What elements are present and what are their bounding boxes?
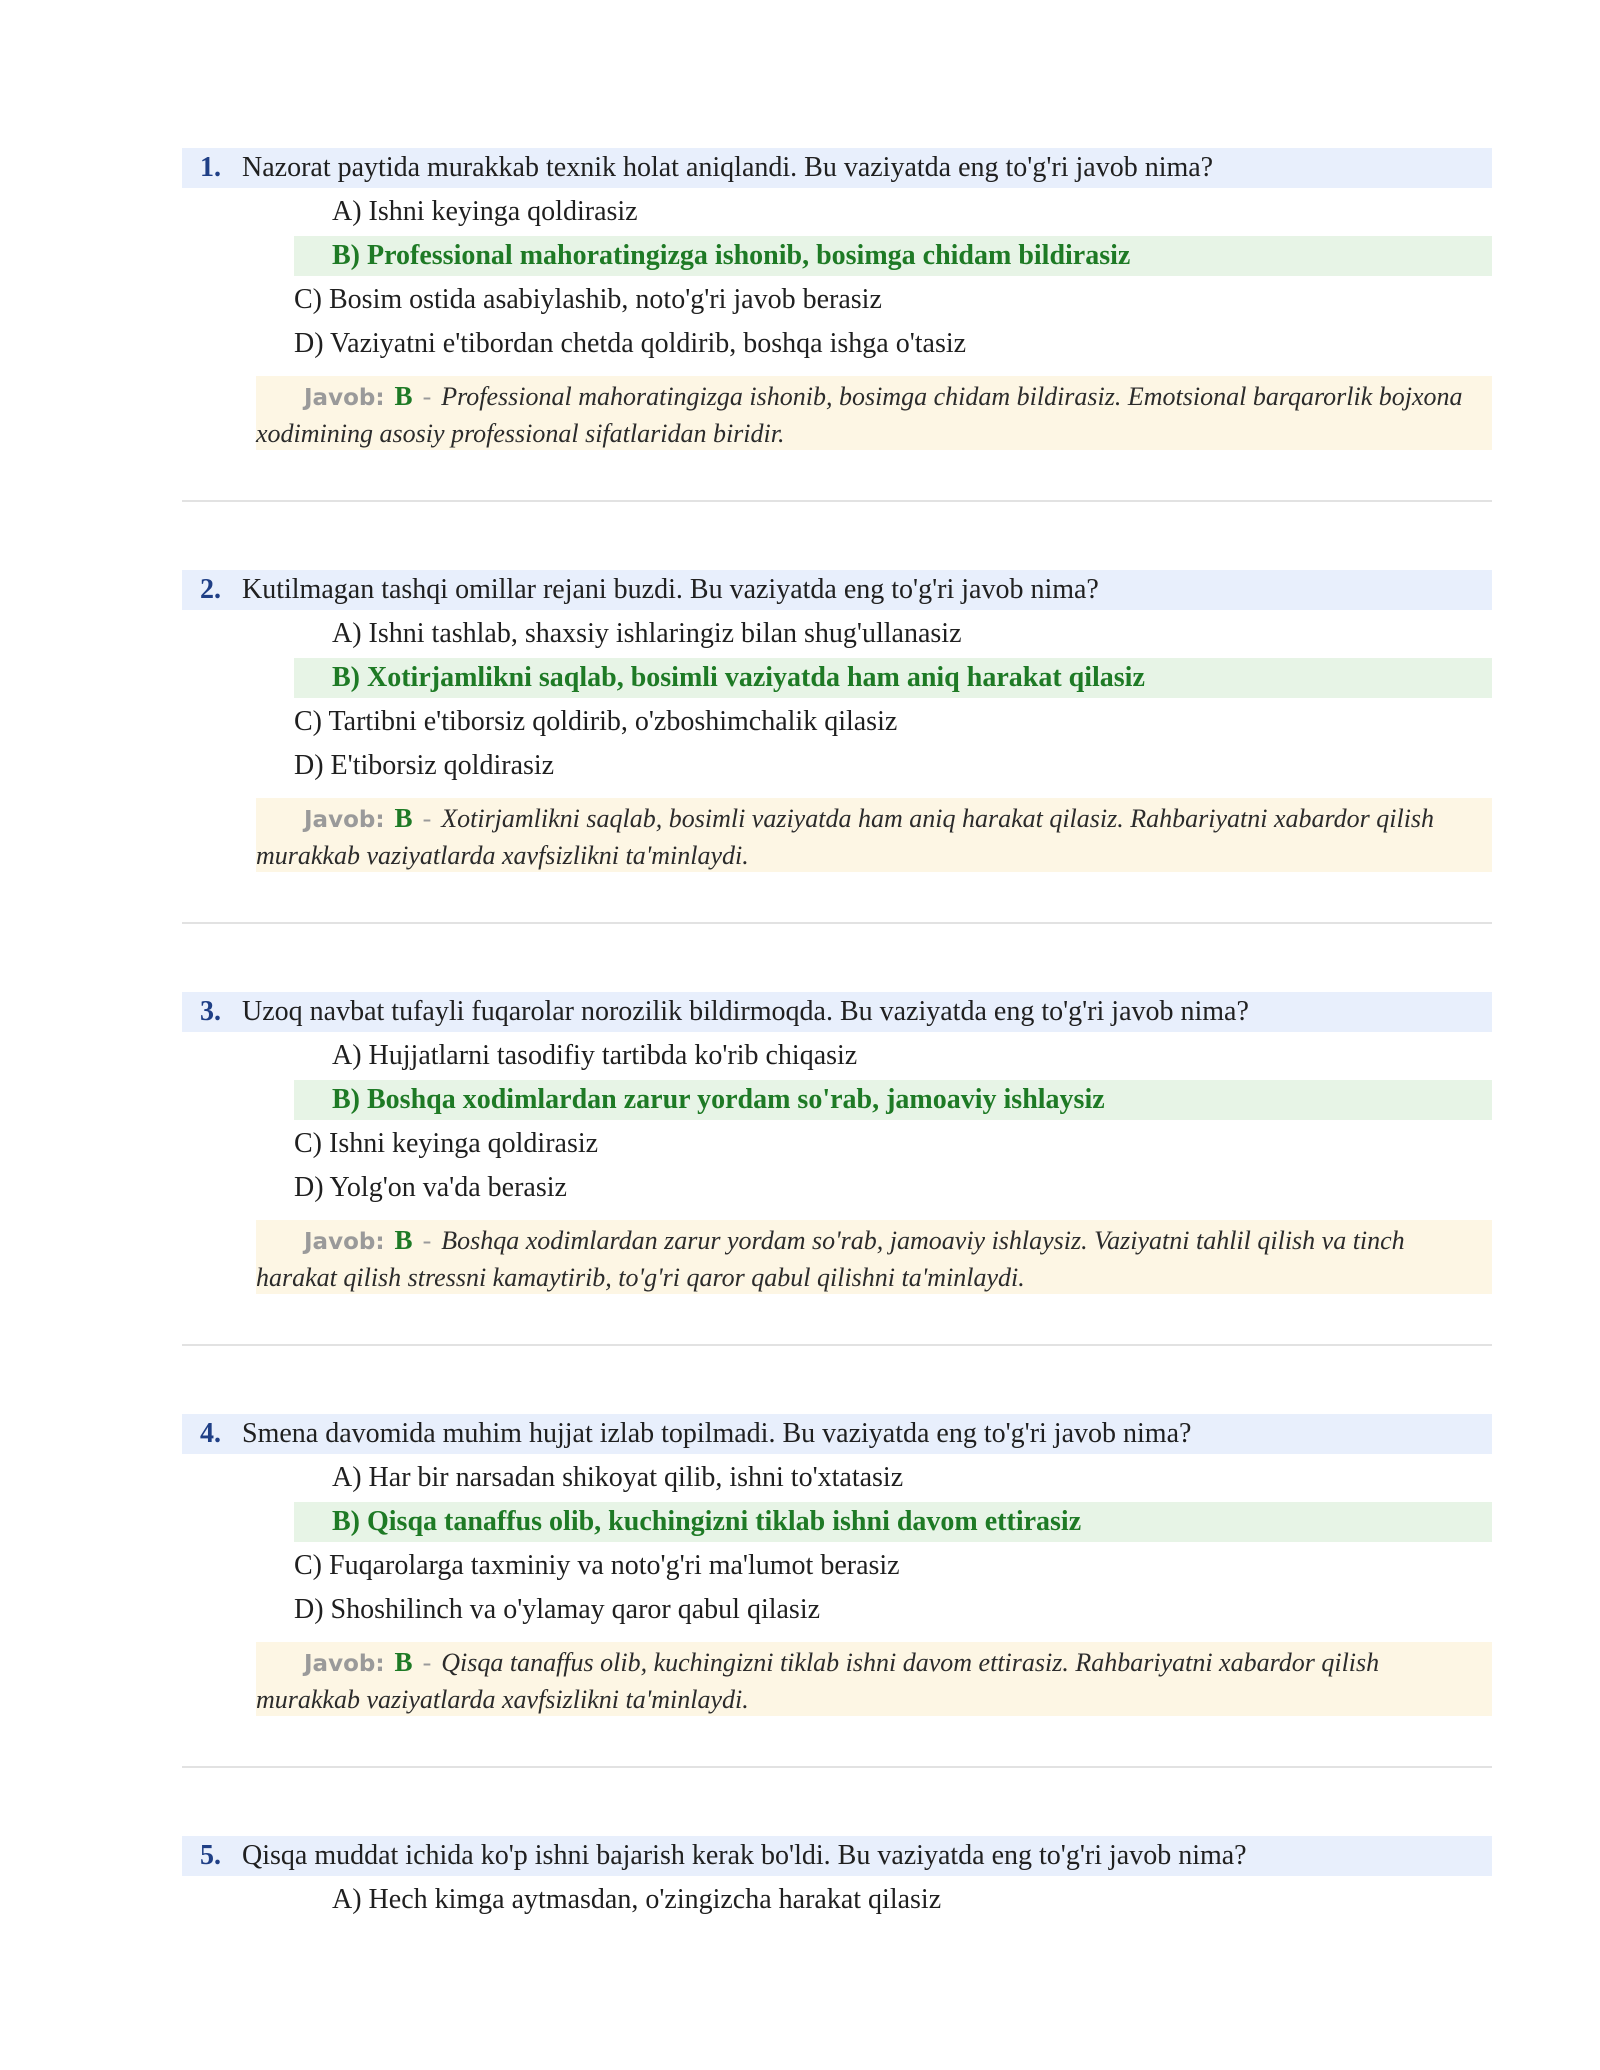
answer-dash: -	[422, 382, 432, 411]
question-number: 1.	[200, 152, 221, 183]
option-d: D) Yolg'on va'da berasiz	[294, 1172, 567, 1203]
option-c: C) Bosim ostida asabiylashib, noto'g'ri javob berasiz	[294, 284, 882, 315]
question-text: Kutilmagan tashqi omillar rejani buzdi. Bu vaziyatda eng to'g'ri javob nima?	[242, 574, 1099, 605]
answer-dash: -	[422, 804, 432, 833]
question-block	[182, 148, 1492, 522]
option-c: C) Fuqarolarga taxminiy va noto'g'ri ma'lumot berasiz	[294, 1550, 900, 1581]
option-c: C) Ishni keyinga qoldirasiz	[294, 1128, 599, 1159]
answer-explanation	[256, 376, 1492, 450]
question-header	[182, 992, 1492, 1032]
divider	[182, 500, 1492, 502]
answer-letter: B	[394, 1647, 413, 1677]
option-d: D) Vaziyatni e'tibordan chetda qoldirib, boshqa ishga o'tasiz	[294, 328, 967, 359]
answer-dash: -	[422, 1226, 432, 1255]
question-header	[182, 1836, 1492, 1876]
question-block	[182, 570, 1492, 944]
option-a: A) Har bir narsadan shikoyat qilib, ishni to'xtatasiz	[332, 1462, 904, 1493]
answer-label: Javob:	[304, 807, 385, 833]
answer-letter: B	[394, 803, 413, 833]
question-text: Qisqa muddat ichida ko'p ishni bajarish kerak bo'ldi. Bu vaziyatda eng to'g'ri javob nima?	[242, 1840, 1247, 1871]
question-text: Uzoq navbat tufayli fuqarolar norozilik bildirmoqda. Bu vaziyatda eng to'g'ri javob nima?	[242, 996, 1249, 1027]
option-a: A) Ishni tashlab, shaxsiy ishlaringiz bilan shug'ullanasiz	[332, 618, 962, 649]
option-a: A) Hech kimga aytmasdan, o'zingizcha harakat qilasiz	[332, 1884, 942, 1915]
question-number: 5.	[200, 1840, 221, 1871]
answer-label: Javob:	[304, 1651, 385, 1677]
option-d: D) E'tiborsiz qoldirasiz	[294, 750, 555, 781]
answer-letter: B	[394, 381, 413, 411]
question-header	[182, 148, 1492, 188]
question-text: Nazorat paytida murakkab texnik holat aniqlandi. Bu vaziyatda eng to'g'ri javob nima?	[242, 152, 1214, 183]
option-a: A) Hujjatlarni tasodifiy tartibda ko'rib chiqasiz	[332, 1040, 858, 1071]
answer-text: Professional mahoratingizga ishonib, bosimga chidam bildirasiz. Emotsional barqarorlik bojxona xodimining asosiy professional sifatlaridan biridir.	[256, 382, 1463, 448]
option-a: A) Ishni keyinga qoldirasiz	[332, 196, 638, 227]
option-b-correct: B) Qisqa tanaffus olib, kuchingizni tiklab ishni davom ettirasiz	[294, 1502, 1492, 1542]
answer-text: Boshqa xodimlardan zarur yordam so'rab, jamoaviy ishlaysiz. Vaziyatni tahlil qilish va tinch harakat qilish stressni kamaytirib, to'g'ri qaror qabul qilishni ta'minlaydi.	[256, 1226, 1405, 1292]
divider	[182, 922, 1492, 924]
question-header	[182, 1414, 1492, 1454]
option-b-correct: B) Professional mahoratingizga ishonib, bosimga chidam bildirasiz	[294, 236, 1492, 276]
answer-explanation	[256, 1642, 1492, 1716]
answer-explanation	[256, 1220, 1492, 1294]
answer-explanation	[256, 798, 1492, 872]
option-c: C) Tartibni e'tiborsiz qoldirib, o'zboshimchalik qilasiz	[294, 706, 898, 737]
answer-letter: B	[394, 1225, 413, 1255]
option-b-correct: B) Xotirjamlikni saqlab, bosimli vaziyatda ham aniq harakat qilasiz	[294, 658, 1492, 698]
question-number: 2.	[200, 574, 221, 605]
question-block	[182, 1414, 1492, 1788]
answer-text: Qisqa tanaffus olib, kuchingizni tiklab ishni davom ettirasiz. Rahbariyatni xabardor qilish murakkab vaziyatlarda xavfsizlikni ta'minlaydi.	[256, 1648, 1380, 1714]
answer-label: Javob:	[304, 1229, 385, 1255]
divider	[182, 1344, 1492, 1346]
question-block	[182, 992, 1492, 1366]
question-text: Smena davomida muhim hujjat izlab topilmadi. Bu vaziyatda eng to'g'ri javob nima?	[242, 1418, 1192, 1449]
answer-label: Javob:	[304, 385, 385, 411]
answer-text: Xotirjamlikni saqlab, bosimli vaziyatda ham aniq harakat qilasiz. Rahbariyatni xabardor qilish murakkab vaziyatlarda xavfsizlikni ta'minlaydi.	[256, 804, 1435, 870]
question-number: 3.	[200, 996, 221, 1027]
question-number: 4.	[200, 1418, 221, 1449]
divider	[182, 1766, 1492, 1768]
question-block	[182, 1836, 1492, 1936]
answer-dash: -	[422, 1648, 432, 1677]
option-d: D) Shoshilinch va o'ylamay qaror qabul qilasiz	[294, 1594, 821, 1625]
question-header	[182, 570, 1492, 610]
option-b-correct: B) Boshqa xodimlardan zarur yordam so'rab, jamoaviy ishlaysiz	[294, 1080, 1492, 1120]
